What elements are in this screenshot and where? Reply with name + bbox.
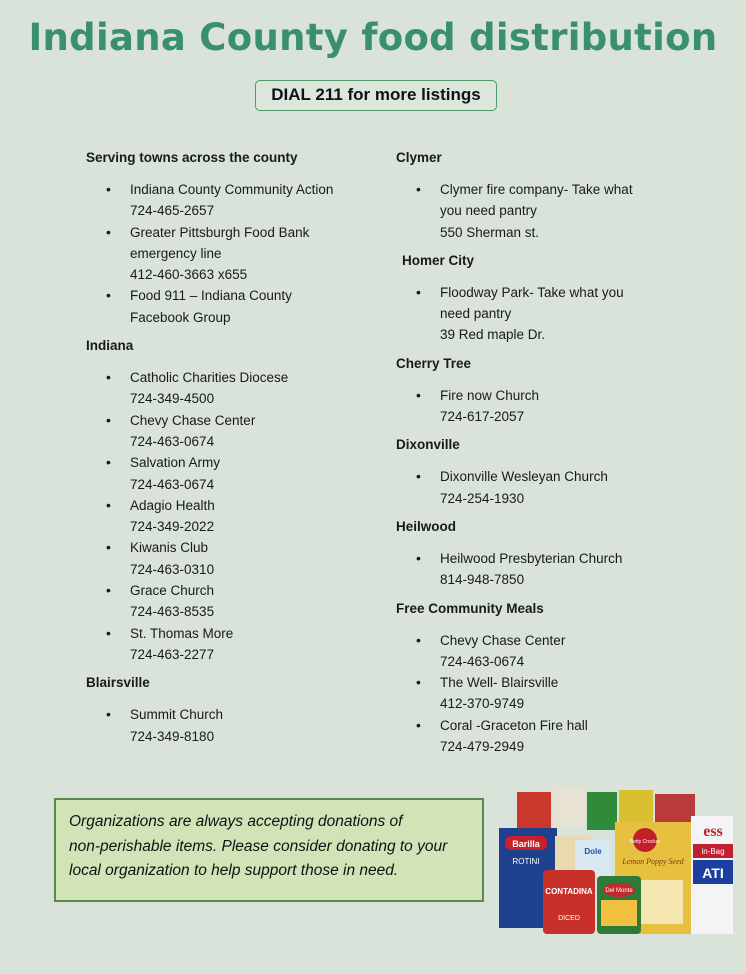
list-item <box>86 495 386 538</box>
list-item-line: • Indiana County Community Action <box>130 182 334 197</box>
list-item-line: 550 Sherman st. <box>440 224 540 240</box>
note-line: Organizations are always accepting donations of <box>69 813 403 830</box>
rice-sub: in-Bag <box>701 847 725 856</box>
list-item-line: • Coral -Graceton Fire hall <box>440 717 588 733</box>
rice-brand: ess <box>703 823 723 840</box>
section-heading: Dixonville <box>396 437 460 453</box>
list-item <box>86 410 386 453</box>
list-item-line: emergency line <box>130 245 222 261</box>
dole-brand: Dole <box>584 847 602 856</box>
list-item-line: 724-465-2657 <box>130 203 215 219</box>
section-heading: Blairsville <box>86 675 150 691</box>
list-item-line: • Heilwood Presbyterian Church <box>440 550 623 566</box>
section-heading: Homer City <box>402 252 475 268</box>
list-item-line: 724-463-0674 <box>130 433 215 449</box>
list-item-line: • Chevy Chase Center <box>130 412 256 428</box>
list-item-line: 724-349-8180 <box>130 728 215 744</box>
can <box>517 792 551 832</box>
section-heading: Cherry Tree <box>396 355 472 371</box>
list-item-line: 724-254-1930 <box>440 490 525 506</box>
pasta-type: ROTINI <box>512 857 540 866</box>
list-item <box>86 285 386 328</box>
list-item-line: 724-349-2022 <box>130 519 215 535</box>
list-item <box>396 179 696 243</box>
list-item-line: 724-463-0310 <box>130 561 215 577</box>
list-item-line: • Salvation Army <box>130 455 221 471</box>
pasta-brand: Barilla <box>512 839 540 849</box>
list-item-line: 724-349-4500 <box>130 391 215 407</box>
list-item-line: • Adagio Health <box>130 497 215 513</box>
section-list <box>86 704 386 747</box>
list-item <box>86 704 386 747</box>
list-item-line: • Grace Church <box>130 583 215 599</box>
tomato-type: DICED <box>558 915 580 922</box>
list-item-line: • Floodway Park- Take what you <box>440 284 624 300</box>
list-item-line: • Kiwanis Club <box>130 540 209 556</box>
list-item-line: need pantry <box>440 306 512 322</box>
section-heading: Heilwood <box>396 518 456 534</box>
list-item <box>86 367 386 410</box>
list-item <box>396 630 696 673</box>
can <box>553 786 585 826</box>
list-item <box>86 452 386 495</box>
left-column <box>86 150 386 747</box>
list-item-line: • St. Thomas More <box>130 625 234 641</box>
tomato-can <box>543 870 595 934</box>
list-item <box>396 715 696 758</box>
can <box>587 792 617 830</box>
section-list <box>396 466 696 509</box>
list-item-line: 39 Red maple Dr. <box>440 327 546 343</box>
list-item-line: • Fire now Church <box>440 387 540 403</box>
list-item <box>396 466 696 509</box>
tomato-brand: CONTADINA <box>545 887 593 896</box>
rice-name: ATI <box>702 865 724 881</box>
dial-211-callout: DIAL 211 for more listings <box>255 80 497 111</box>
section-list <box>396 282 696 346</box>
section-list <box>396 630 696 758</box>
section-list <box>396 548 696 591</box>
section-list <box>396 385 696 428</box>
page-title: Indiana County food distribution <box>28 16 718 59</box>
list-item <box>396 282 696 346</box>
note-line: local organization to help support those in need. <box>69 862 399 879</box>
list-item-line: • Greater Pittsburgh Food Bank <box>130 224 310 240</box>
fruit-brand: Del Monte <box>605 888 633 894</box>
list-item-line: 724-479-2949 <box>440 739 525 755</box>
list-item-line: • Catholic Charities Diocese <box>130 370 289 386</box>
cake-flavor: Lemon Poppy Seed <box>622 857 684 866</box>
list-item-line: 412-460-3663 x655 <box>130 267 248 283</box>
list-item <box>396 385 696 428</box>
list-item <box>86 222 386 286</box>
list-item <box>396 548 696 591</box>
list-item <box>86 537 386 580</box>
section-heading: Indiana <box>86 338 134 354</box>
donation-note <box>54 798 484 902</box>
list-item-line: 412-370-9749 <box>440 696 525 712</box>
list-item-line: Facebook Group <box>130 309 231 325</box>
cake-brand: Betty Crocker <box>629 839 661 845</box>
section-heading: Free Community Meals <box>396 600 544 616</box>
list-item-line: • Summit Church <box>130 707 224 723</box>
right-column <box>396 150 696 757</box>
list-item-line: you need pantry <box>440 203 537 219</box>
list-item-line: • Clymer fire company- Take what <box>440 182 633 197</box>
list-item-line: • Chevy Chase Center <box>440 632 566 648</box>
section-heading: Serving towns across the county <box>86 150 298 165</box>
section-list <box>86 367 386 665</box>
list-item <box>396 672 696 715</box>
list-item-line: 814-948-7850 <box>440 572 525 588</box>
list-item-line: • Dixonville Wesleyan Church <box>440 469 608 485</box>
section-list <box>86 179 386 328</box>
list-item-line: 724-463-0674 <box>440 653 525 669</box>
section-heading: Clymer <box>396 150 442 165</box>
section-list <box>396 179 696 243</box>
list-item-line: • Food 911 – Indiana County <box>130 288 292 304</box>
list-item-line: 724-463-8535 <box>130 604 215 620</box>
list-item <box>86 179 386 222</box>
note-line: non-perishable items. Please consider donating to your <box>69 837 448 855</box>
list-item <box>86 623 386 666</box>
list-item-line: 724-463-2277 <box>130 646 215 662</box>
fruit-photo <box>601 900 637 926</box>
list-item <box>86 580 386 623</box>
list-item-line: • The Well- Blairsville <box>440 675 559 691</box>
list-item-line: 724-617-2057 <box>440 409 525 425</box>
groceries-image <box>495 780 735 940</box>
list-item-line: 724-463-0674 <box>130 476 215 492</box>
